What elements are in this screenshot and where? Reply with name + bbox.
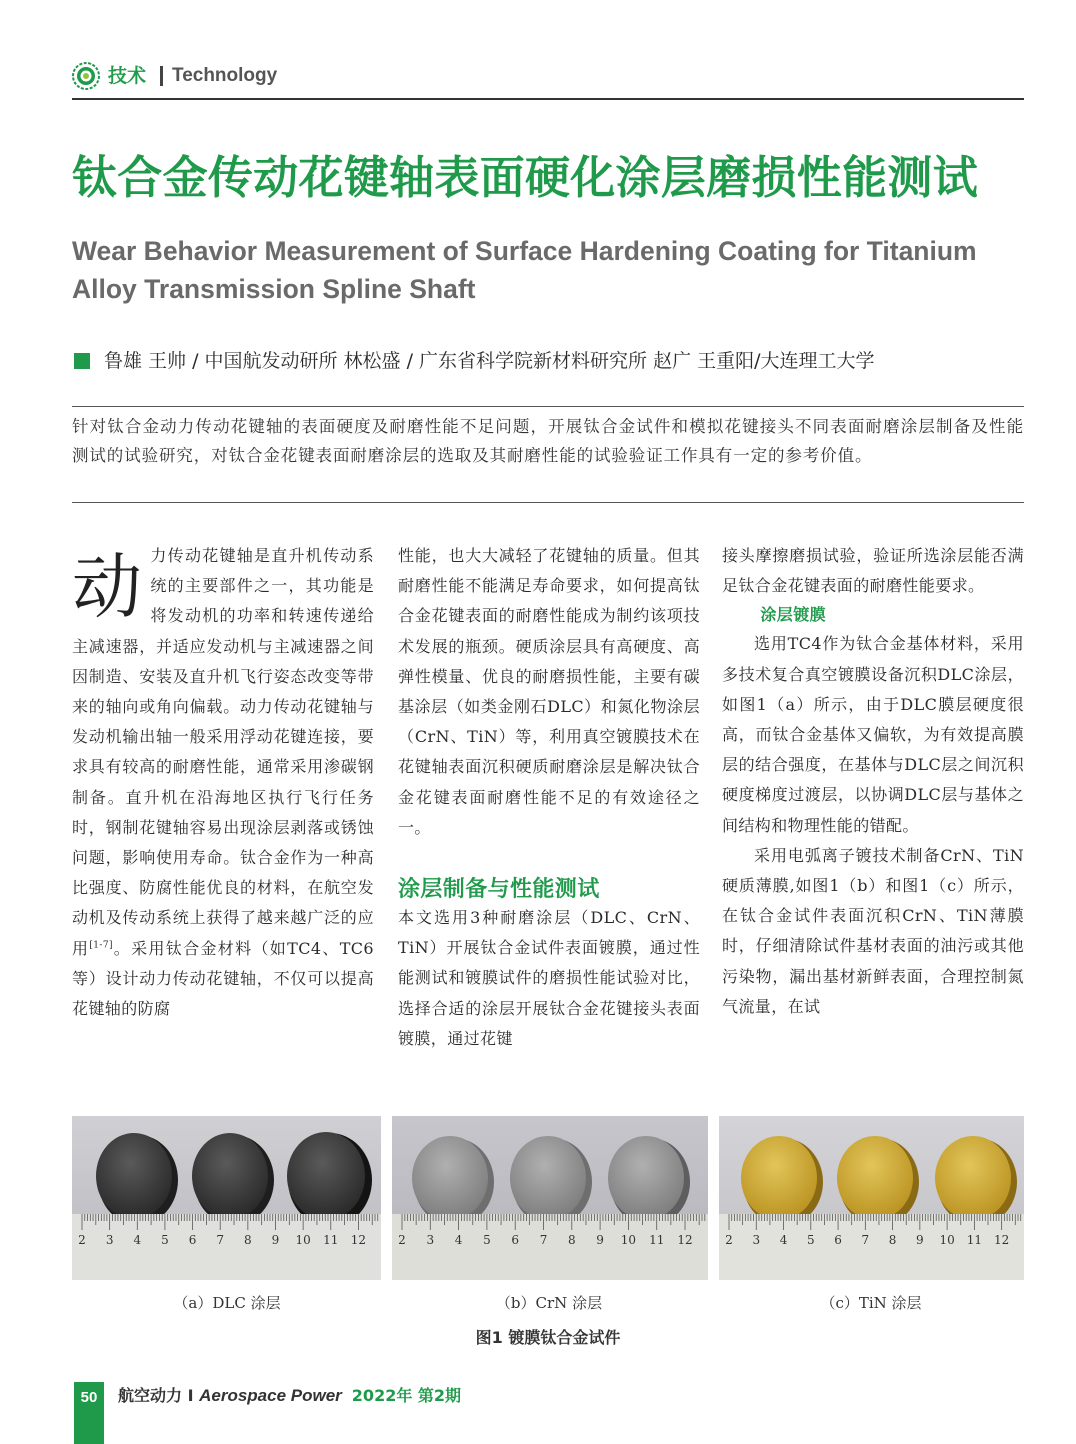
header-rule: [72, 98, 1024, 100]
ruler-number: 2: [398, 1233, 406, 1247]
ruler-number: 10: [620, 1233, 637, 1247]
ruler-number: 6: [511, 1233, 520, 1247]
journal-footer: [118, 1382, 461, 1410]
body-column-1: [72, 541, 374, 1024]
ruler-number: 10: [939, 1233, 955, 1247]
header-divider: [160, 66, 163, 86]
caption-b: （b）CrN 涂层: [495, 1294, 603, 1312]
paragraph: 采用电弧离子镀技术制备CrN、TiN硬质薄膜,如图1（b）和图1（c）所示，在钛合金试件表面沉积CrN、TiN薄膜时，仔细清除试件基材表面的油污或其他污染物，漏出基材新鲜表面，合理控制氮气流量，在试: [722, 845, 1024, 1016]
ruler-number: 12: [677, 1233, 693, 1247]
ruler-number: 2: [78, 1233, 86, 1247]
ruler-number: 3: [752, 1233, 761, 1247]
abstract-bottom-rule: [72, 502, 1024, 503]
ruler-number: 3: [426, 1233, 435, 1247]
paragraph: 性能，也大大减轻了花键轴的质量。但其耐磨性能不能满足寿命要求，如何提高钛合金花键表面的耐磨性能成为制约该项技术发展的瓶颈。硬质涂层具有高硬度、高弹性模量、优良的耐磨损性能，主要有碳基涂层（如类金刚石DLC）和氮化物涂层（CrN、TiN）等，利用真空镀膜技术在花键轴表面沉积硬质耐磨涂层是解决钛合金花键表面耐磨性能不足的有效途径之一。: [398, 546, 700, 837]
ruler-number: 5: [483, 1233, 491, 1247]
ruler-number: 9: [916, 1233, 924, 1247]
ruler-number: 8: [244, 1233, 252, 1247]
ruler-number: 12: [350, 1233, 367, 1247]
ruler-number: 7: [539, 1233, 548, 1247]
section-label-en: Technology: [172, 65, 278, 86]
drop-cap: 动: [72, 546, 143, 628]
ruler-number: 7: [216, 1233, 225, 1247]
ruler-number: 6: [188, 1233, 197, 1247]
ruler-number: 4: [454, 1233, 463, 1247]
journal-name-cn: 航空动力 I: [118, 1386, 200, 1405]
abstract-top-rule: [72, 406, 1024, 407]
ruler-number: 5: [161, 1233, 169, 1247]
ruler-number: 11: [323, 1233, 339, 1247]
ruler-number: 8: [567, 1233, 576, 1247]
issue-label: 2022年 第2期: [351, 1386, 462, 1405]
section-label: 技术: [108, 65, 147, 87]
figure-title: 图1 镀膜钛合金试件: [475, 1328, 621, 1347]
article-title: 钛合金传动花键轴表面硬化涂层磨损性能测试: [72, 151, 979, 204]
disc-group: [96, 1132, 372, 1227]
ruler-number: 12: [994, 1233, 1010, 1247]
page-number: 50: [80, 1389, 98, 1406]
caption-c: （c）TiN 涂层: [820, 1294, 922, 1312]
ruler-number: 8: [888, 1233, 897, 1247]
ruler-number: 4: [133, 1233, 142, 1247]
paragraph: 本文选用3种耐磨涂层（DLC、CrN、TiN）开展钛合金试件表面镀膜，通过性能测试和镀膜试件的磨损性能试验对比，选择合适的涂层开展钛合金花键接头表面镀膜，通过花键: [398, 908, 700, 1048]
author-line: 鲁雄 王帅 / 中国航发动研所 林松盛 / 广东省科学院新材料研究所 赵广 王重阳/大连理工大学: [104, 350, 875, 372]
abstract: 针对钛合金动力传动花键轴的表面硬度及耐磨性能不足问题，开展钛合金试件和模拟花键接头不同表面耐磨涂层制备及性能测试的试验研究，对钛合金花键表面耐磨涂层的选取及其耐磨性能的试验验证工作具有一定的参考价值。: [72, 417, 1024, 465]
ruler-number: 10: [295, 1233, 311, 1247]
paragraph: 接头摩擦磨损试验，验证所选涂层能否满足钛合金花键表面的耐磨性能要求。: [722, 546, 1024, 596]
photo-tin-coating: [719, 1116, 1024, 1280]
ruler-number: 7: [861, 1233, 870, 1247]
ruler-number: 9: [271, 1233, 280, 1247]
ruler-number: 3: [105, 1233, 114, 1247]
ruler-number: 9: [596, 1233, 604, 1247]
journal-name-en: Aerospace Power: [199, 1386, 342, 1405]
body-column-3: [722, 541, 1024, 1022]
ruler-number: 11: [966, 1233, 983, 1247]
paragraph: 力传动花键轴是直升机传动系统的主要部件之一，其功能是将发动机的功率和转速传递给主减速器，并适应发动机与主减速器之间因制造、安装及直升机飞行姿态改变等带来的轴向或角向偏载。动力传动花键轴与发动机输出轴一般采用浮动花键连接，要求具有较高的耐磨性能，通常采用渗碳钢制备。直升机在沿海地区执行飞行任务时，钢制花键轴容易出现涂层剥落或锈蚀问题，影响使用寿命。钛合金作为一种高比强度、防腐性能优良的材料，在航空发动机及传动系统上获得了越来越广泛的应用[1-7]。采用钛合金材料（如TC4、TC6等）设计动力传动花键轴，不仅可以提高花键轴的防腐: [72, 546, 374, 1019]
subsection-heading: 涂层镀膜: [760, 605, 826, 625]
citation: [1-7]: [89, 940, 113, 951]
author-bullet-icon: [74, 353, 90, 369]
ruler-number: 4: [779, 1233, 788, 1247]
journal-logo-icon: [72, 62, 100, 90]
paragraph: 选用TC4作为钛合金基体材料，采用多技术复合真空镀膜设备沉积DLC涂层，如图1（a）所示，由于DLC膜层硬度很高，而钛合金基体又偏软，为有效提高膜层的结合强度，在基体与DLC层之间沉积硬度梯度过渡层，以协调DLC层与基体之间结构和物理性能的错配。: [722, 634, 1024, 835]
ruler-number: 5: [806, 1233, 815, 1247]
section-heading: 涂层制备与性能测试: [398, 877, 600, 903]
photo-crn-coating: [392, 1116, 708, 1280]
body-column-2: [398, 541, 700, 1054]
ruler-number: 2: [725, 1233, 733, 1247]
ruler-number: 11: [649, 1233, 665, 1247]
caption-a: （a）DLC 涂层: [173, 1294, 281, 1312]
photo-dlc-coating: [72, 1116, 381, 1280]
ruler-number: 6: [834, 1233, 842, 1247]
article-title-en: Wear Behavior Measurement of Surface Hardening Coating for Titanium Alloy Transmission Spline Shaft: [72, 236, 977, 304]
